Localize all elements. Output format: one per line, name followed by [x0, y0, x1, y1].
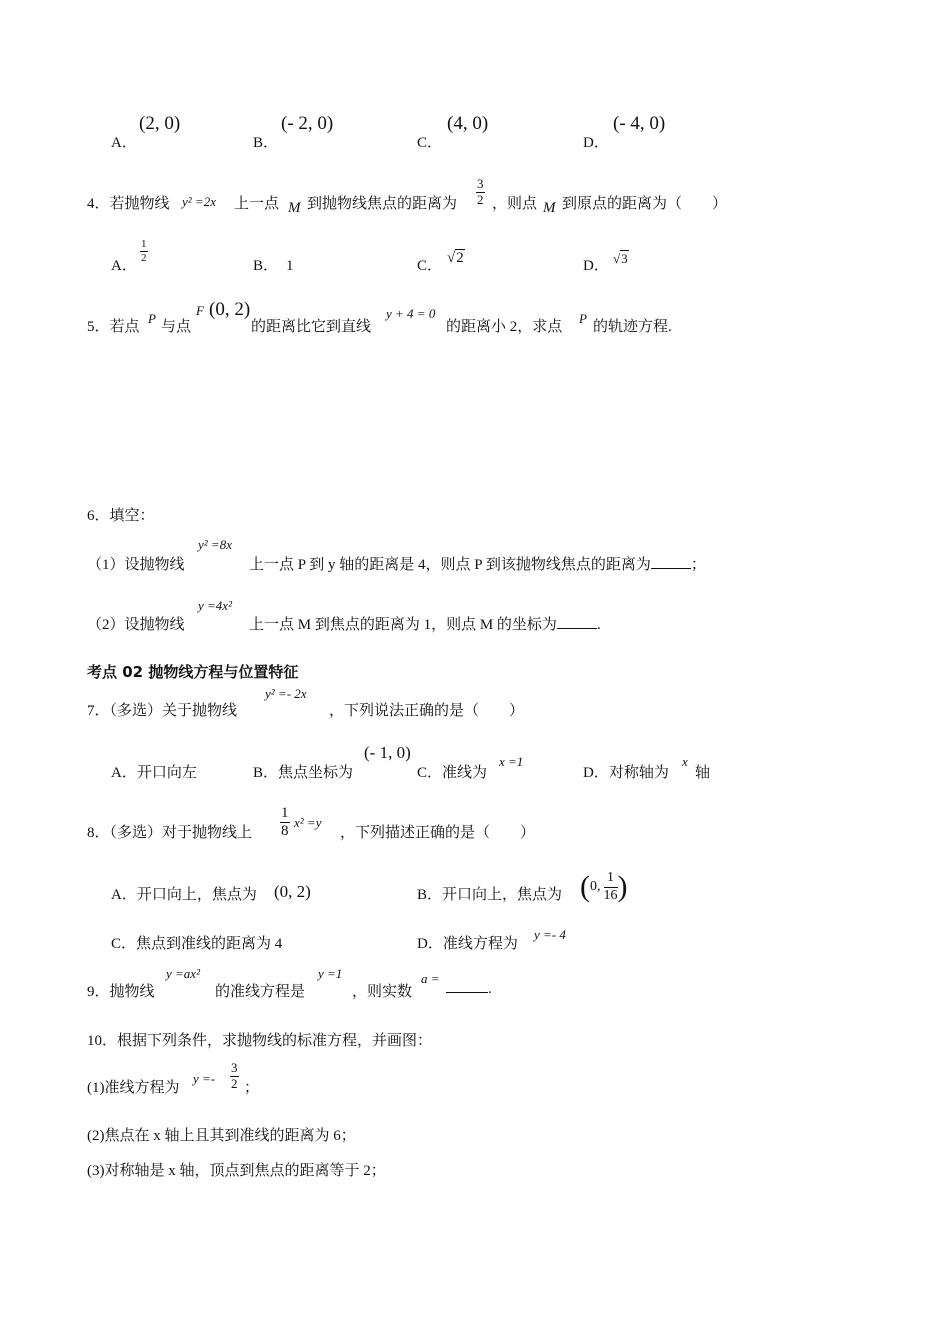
q8-option-d: D．准线方程为	[417, 936, 518, 952]
question-8: 8．（多选）对于抛物线上	[87, 825, 253, 841]
q10-part-1-end: ；	[244, 1080, 260, 1096]
q7-option-b: B．焦点坐标为	[253, 765, 354, 781]
q7-text-2: ，下列说法正确的是（ ）	[329, 703, 525, 719]
q5-text-5: 的轨迹方程.	[593, 319, 672, 335]
q4-point-m: M	[288, 200, 301, 216]
q5-text-3: 的距离比它到直线	[251, 319, 372, 335]
q3-option-b: B．	[253, 135, 279, 151]
q3-option-d: D．	[583, 135, 609, 151]
q6-part-2-label: （2）设抛物线	[87, 617, 185, 633]
q7-option-d: D．对称轴为	[583, 765, 669, 781]
q10-part-1-fraction	[230, 1061, 239, 1092]
q6-part-2-equation: y =4x²	[198, 598, 232, 613]
q5-text-4: 的距离小 2，求点	[446, 319, 563, 335]
q8-text-2: ，下列描述正确的是（ ）	[340, 825, 536, 841]
q6-part-1-text: 上一点 P 到 y 轴的距离是 4，则点 P 到该抛物线焦点的距离为 ；	[249, 557, 706, 573]
q8-option-a: A．开口向上，焦点为	[111, 887, 257, 903]
q5-line-equation: y + 4 = 0	[386, 306, 436, 321]
q4-text-5: 到原点的距离为（ ）	[562, 196, 728, 212]
q5-text-2: 与点	[161, 319, 192, 335]
q4-text-2: 上一点	[234, 196, 280, 212]
q3-option-a: A．	[111, 135, 137, 151]
q4-option-c-value: √2	[447, 250, 464, 266]
q9-answer-blank[interactable]	[446, 980, 488, 993]
q5-point-p-2: P	[579, 311, 587, 326]
q7-equation: y² =- 2x	[265, 686, 307, 701]
question-9: 9．抛物线	[87, 984, 155, 1000]
question-4: 4．若抛物线	[87, 196, 170, 212]
q10-part-2: (2)焦点在 x 轴上且其到准线的距离为 6；	[87, 1128, 356, 1144]
section-title: 考点 02 抛物线方程与位置特征	[87, 663, 299, 681]
q7-option-a: A．开口向左	[111, 765, 197, 781]
question-10-heading: 10．根据下列条件，求抛物线的标准方程，并画图：	[87, 1033, 433, 1049]
q3-option-a-value: (2, 0)	[139, 113, 181, 134]
q6-answer-blank-1[interactable]	[651, 556, 691, 569]
q4-c-radicand: 2	[456, 250, 464, 266]
q4-fraction-num: 3	[477, 176, 484, 191]
q4-fraction	[476, 177, 485, 208]
question-5: 5．若点	[87, 319, 140, 335]
q8-option-a-value: (0, 2)	[274, 882, 311, 901]
q5-point-f-coord: (0, 2)	[209, 299, 251, 320]
q10-part-1-equation: y =-	[193, 1071, 216, 1086]
q4-option-d-value: √3	[613, 251, 628, 266]
q9-variable-a: a =	[421, 971, 440, 986]
q4-option-c: C．	[417, 258, 443, 274]
q7-option-b-value: (- 1, 0)	[364, 743, 411, 762]
q4-d-radicand: 3	[621, 251, 628, 266]
q10-part-1-den: 2	[231, 1075, 238, 1091]
q4-a-num: 1	[141, 238, 147, 250]
q4-option-a: A．	[111, 258, 137, 274]
q6-answer-blank-2[interactable]	[557, 616, 597, 629]
q3-option-b-value: (- 2, 0)	[281, 113, 334, 134]
q7-option-d-end: 轴	[695, 765, 711, 781]
q10-part-1-num: 3	[231, 1060, 238, 1075]
q7-option-c-value: x =1	[499, 754, 524, 769]
q4-a-den: 2	[141, 251, 147, 264]
q4-option-d: D．	[583, 258, 609, 274]
q6-part-1-equation: y² =8x	[198, 537, 232, 552]
q9-answer: .	[446, 980, 492, 998]
q9-text-2: 的准线方程是	[215, 984, 306, 1000]
q4-text-3: 到抛物线焦点的距离为	[307, 196, 458, 212]
q9-equation-2: y =1	[318, 966, 343, 981]
q5-point-f: F	[196, 303, 204, 318]
q8-equation: x² =y	[294, 815, 322, 830]
q8-option-d-value: y =- 4	[534, 927, 566, 942]
q8-option-b-den: 16	[603, 887, 618, 903]
q10-part-3: (3)对称轴是 x 轴，顶点到焦点的距离等于 2；	[87, 1163, 386, 1179]
q4-fraction-den: 2	[477, 191, 484, 207]
q5-point-p: P	[148, 311, 156, 326]
q8-option-c: C．焦点到准线的距离为 4	[111, 936, 283, 952]
q9-equation: y =ax²	[166, 966, 200, 981]
q3-option-c: C．	[417, 135, 443, 151]
q8-option-b: B．开口向上，焦点为	[417, 887, 563, 903]
question-7: 7．（多选）关于抛物线	[87, 703, 238, 719]
q8-option-b-value: (0, $\frac{1}{16}$ )	[580, 870, 628, 903]
q8-option-b-prefix: 0,	[590, 879, 601, 894]
q3-option-d-value: (- 4, 0)	[613, 113, 666, 134]
q6-part-2-text: 上一点 M 到焦点的距离为 1，则点 M 的坐标为 .	[249, 617, 601, 633]
q4-equation: y² =2x	[182, 194, 216, 209]
q6-part-1-label: （1）设抛物线	[87, 557, 185, 573]
q9-text-3: ，则实数	[352, 984, 413, 1000]
q3-option-c-value: (4, 0)	[447, 113, 489, 134]
q8-fraction-num: 1	[280, 805, 290, 823]
q4-option-b: B． 1	[253, 258, 294, 274]
q8-option-b-num: 1	[604, 870, 618, 887]
question-6-heading: 6．填空：	[87, 508, 155, 524]
q7-option-c: C．准线为	[417, 765, 488, 781]
q10-part-1-label: (1)准线方程为	[87, 1080, 180, 1096]
q4-option-a-value	[140, 238, 148, 264]
q8-fraction-den: 8	[281, 823, 289, 840]
q4-point-m-2: M	[543, 200, 556, 216]
q8-fraction	[280, 805, 290, 841]
q4-text-4: ，则点	[492, 196, 538, 212]
q7-option-d-axis: x	[682, 754, 688, 769]
